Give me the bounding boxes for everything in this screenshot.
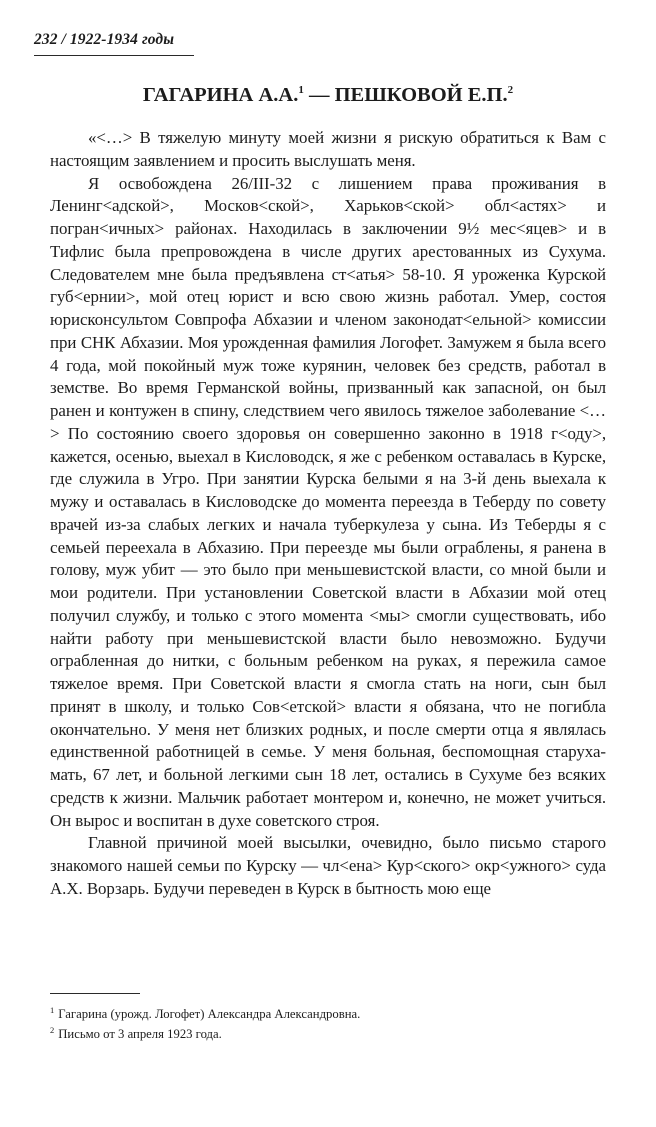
paragraph-3: Главной причиной моей высылки, очевидно, было письмо старого знакомого нашей семьи по Курску — чл<ена> Кур<ского> окр<ужного> суда А.Х. Ворзарь. Будучи переведен в Курск в бытность мою еще <box>50 833 606 898</box>
footnote-1 <box>50 1004 606 1024</box>
footnote-text: Гагарина (урожд. Логофет) Александра Александровна. <box>58 1007 361 1021</box>
letter-body <box>50 127 606 901</box>
footnotes <box>50 1004 606 1044</box>
footnote-mark: 1 <box>50 1004 55 1015</box>
footnote-mark: 2 <box>50 1024 55 1035</box>
footnote-text: Письмо от 3 апреля 1923 года. <box>58 1027 222 1041</box>
footnote-rule <box>50 993 140 994</box>
title-text-continued: — ПЕШКОВОЙ Е.П. <box>303 84 508 106</box>
document-title <box>34 84 622 107</box>
paragraph-2: Я освобождена 26/III-32 с лишением права проживания в Ленинг<адской>, Москов<ской>, Харьков<ской> обл<астях> и погран<ичных> районах. Находилась в заключении 9½ мес<яцев> и в Тифлис была препровождена в числе других арестованных из Сухума. Следователем мне была предъявлена ст<атья> 58-10. Я уроженка Курской губ<ернии>, мой отец юрист и всю свою жизнь работал. Умер, состоя юрисконсультом Совпрофа Абхазии и членом законодат<ельной> комиссии при СНК Абхазии. Моя урожденная фамилия Логофет. Замужем я была всего 4 года, мой покойный муж тоже курянин, человек без средств, работал в земстве. Во время Германской войны, призванный как запасной, он был ранен и контужен в спину, следствием чего явилось тяжелое заболевание <…> По состоянию своего здоровья он совершенно законно в 1918 г<оду>, кажется, осенью, выехал в Кисловодск, я же с ребенком оставалась в Курске, где служила в Угро. При занятии Курска белыми я на 3-й день выехала к мужу и оставалась в Кисловодске до момента переезда в Теберду по совету врачей из-за слабых легких и начала туберкулеза у сына. Из Теберды я с семьей переехала в Абхазию. При переезде мы были ограблены, я ранена в голову, муж убит — это было при меньшевистской власти, со мной были и мои родители. При установлении Советской власти в Абхазии мой отец получил службу, и только с этого момента <мы> смогли существовать, ибо найти работу при меньшевистской власти было невозможно. Будучи ограбленная до нитки, с больным ребенком на руках, я пережила самое тяжелое время. При Советской власти я смогла стать на ноги, сын был принят в школу, и только Сов<етской> власти я обязана, что не погибла окончательно. У меня нет близких родных, и после смерти отца я являлась единственной работницей в семье. У меня больная, беспомощная старуха-мать, 67 лет, и больной легкими сын 18 лет, остались в Сухуме без всяких средств к жизни. Мальчик работает монтером и, конечно, не может учиться. Он вырос и воспитан в духе советского строя. <box>50 173 606 830</box>
header-rule <box>34 55 194 56</box>
paragraph-1: «<…> В тяжелую минуту моей жизни я рискую обратиться к Вам с настоящим заявлением и просить выслушать меня. <box>50 128 606 170</box>
title-text: ГАГАРИНА А.А. <box>142 84 299 106</box>
footnote-2 <box>50 1024 606 1044</box>
running-head: 232 / 1922-1934 годы <box>34 31 175 48</box>
title-footnote-mark-2: 2 <box>507 84 514 97</box>
title-footnote-mark-1: 1 <box>298 84 304 97</box>
